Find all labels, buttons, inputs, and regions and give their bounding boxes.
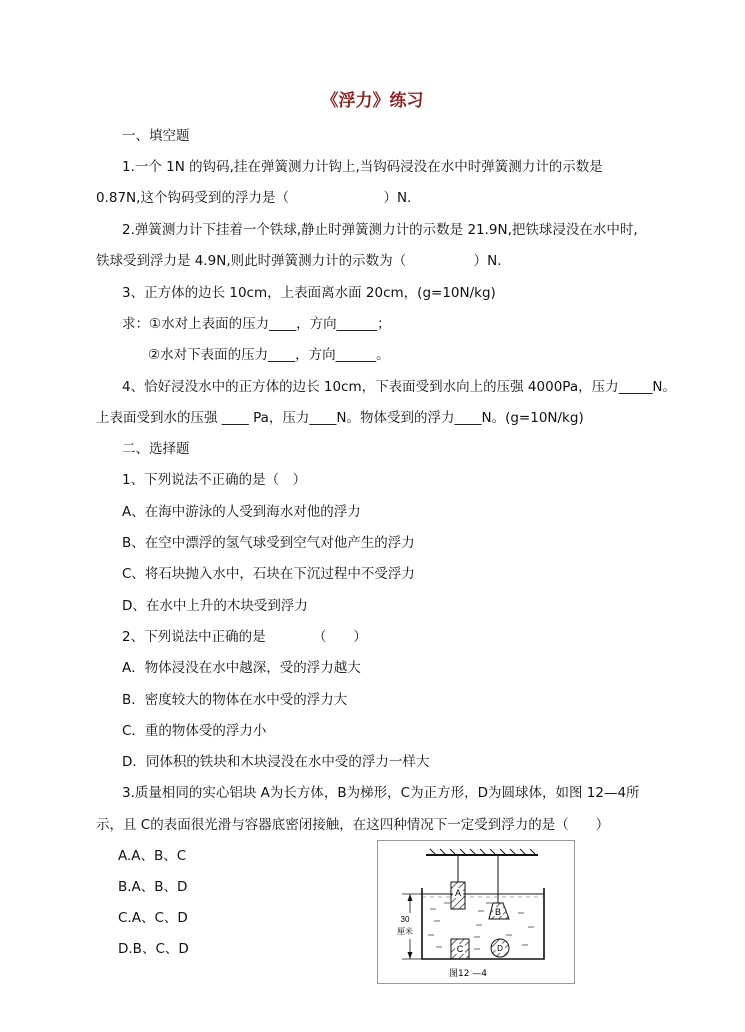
c2-option-a: A．物体浸没在水中越深，受的浮力越大 — [122, 660, 361, 676]
c3-option-d: D.B、C、D — [118, 941, 189, 957]
depth-value: 30 — [400, 915, 410, 924]
section-choice-heading: 二、选择题 — [122, 441, 190, 457]
buoyancy-figure — [377, 840, 575, 984]
figure-caption: 图12 —4 — [448, 969, 488, 979]
q2-line2: 铁球受到浮力是 4.9N,则此时弹簧测力计的示数为（ ）N. — [96, 253, 502, 269]
q3-line1: 3、正方体的边长 10cm，上表面离水面 20cm，(g=10N/kg) — [122, 285, 496, 301]
c3-line1: 3.质量相同的实心铝块 A为长方体，B为梯形，C为正方形，D为圆球体，如图 12—4所 — [122, 785, 640, 801]
depth-unit: 厘米 — [397, 927, 413, 936]
q4-line2: 上表面受到水的压强 ____ Pa，压力____N。物体受到的浮力____N。(g=10N/kg) — [96, 410, 584, 426]
label-b: B — [494, 907, 502, 917]
c1-option-c: C、将石块抛入水中，石块在下沉过程中不受浮力 — [122, 566, 415, 582]
c3-option-a: A.A、B、C — [118, 848, 187, 864]
c2-option-c: C．重的物体受的浮力小 — [122, 723, 267, 739]
water-marks — [428, 903, 534, 949]
c2-option-b: B．密度较大的物体在水中受的浮力大 — [122, 692, 348, 708]
c2-option-d: D．同体积的铁块和木块浸没在水中受的浮力一样大 — [122, 754, 430, 770]
q3-line3: ②水对下表面的压力____，方向______。 — [148, 347, 390, 363]
q2-line1: 2.弹簧测力计下挂着一个铁球,静止时弹簧测力计的示数是 21.9N,把铁球浸没在水中时, — [122, 222, 638, 238]
q1-line1: 1.一个 1N 的钩码,挂在弹簧测力计钩上,当钩码浸没在水中时弹簧测力计的示数是 — [122, 159, 603, 175]
c3-option-b: B.A、B、D — [118, 879, 188, 895]
ceiling-support — [426, 849, 538, 855]
label-d: D — [497, 944, 503, 953]
q4-line1: 4、恰好浸没水中的正方体的边长 10cm，下表面受到水向上的压强 4000Pa，压力_____N。 — [122, 379, 676, 395]
c2-stem: 2、下列说法中正确的是 （ ） — [122, 629, 367, 645]
label-a: A — [454, 888, 462, 898]
page-title: 《浮力》练习 — [321, 91, 424, 111]
c1-option-b: B、在空中漂浮的氢气球受到空气对他产生的浮力 — [122, 535, 415, 551]
water-container — [422, 888, 544, 959]
c1-option-a: A、在海中游泳的人受到海水对他的浮力 — [122, 504, 361, 520]
q1-line2: 0.87N,这个钩码受到的浮力是（ ）N. — [96, 190, 412, 206]
c3-option-c: C.A、C、D — [118, 910, 188, 926]
q3-line2: 求：①水对上表面的压力____，方向______； — [122, 316, 391, 332]
c1-option-d: D、在水中上升的木块受到浮力 — [122, 598, 308, 614]
section-fill-blank-heading: 一、填空题 — [122, 128, 190, 144]
c3-line2: 示，且 C的表面很光滑与容器底密闭接触，在这四种情况下一定受到浮力的是（ ） — [96, 817, 610, 833]
label-c: C — [456, 944, 464, 954]
c1-stem: 1、下列说法不正确的是（ ） — [122, 472, 307, 488]
